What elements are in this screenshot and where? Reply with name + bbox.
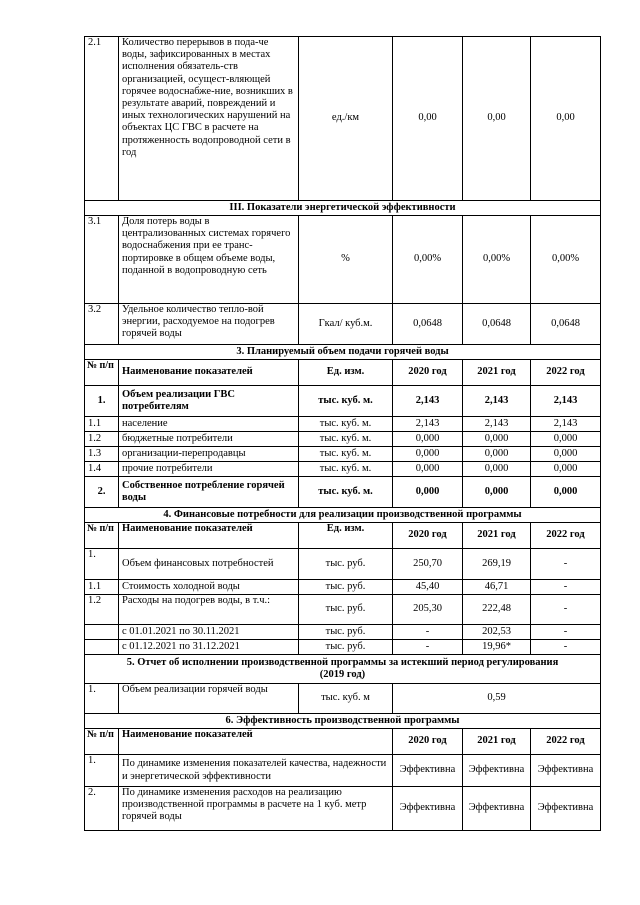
value-2022: 0,000 bbox=[531, 462, 601, 477]
value-2020: Эффективна bbox=[393, 755, 463, 787]
section-heading-row bbox=[85, 508, 601, 523]
header-row bbox=[85, 523, 601, 549]
value-2020: 205,30 bbox=[393, 595, 463, 625]
program-table bbox=[84, 36, 601, 831]
table-row bbox=[85, 386, 601, 417]
header-2020: 2020 год bbox=[393, 523, 463, 549]
value-2022: - bbox=[531, 595, 601, 625]
header-number: № п/п bbox=[85, 360, 119, 386]
finance-section-title: 4. Финансовые потребности для реализации производственной программы bbox=[85, 508, 601, 523]
row-number: 1. bbox=[85, 549, 119, 580]
header-2021: 2021 год bbox=[463, 360, 531, 386]
indicator-name: Стоимость холодной воды bbox=[119, 580, 299, 595]
indicator-name: бюджетные потребители bbox=[119, 432, 299, 447]
section-heading-row bbox=[85, 345, 601, 360]
value-2020: 250,70 bbox=[393, 549, 463, 580]
header-2022: 2022 год bbox=[531, 360, 601, 386]
value-2022: - bbox=[531, 580, 601, 595]
value-2022: 0,000 bbox=[531, 447, 601, 462]
value-2021: 0,000 bbox=[463, 462, 531, 477]
value-2021: 222,48 bbox=[463, 595, 531, 625]
value-2022: 0,000 bbox=[531, 477, 601, 508]
table-row bbox=[85, 304, 601, 345]
row-number: 1.2 bbox=[85, 595, 119, 625]
table-row bbox=[85, 549, 601, 580]
row-number: 1.1 bbox=[85, 417, 119, 432]
value-2021: 0,00% bbox=[463, 216, 531, 304]
section-heading-row bbox=[85, 655, 601, 684]
row-number: 1.4 bbox=[85, 462, 119, 477]
row-number: 1.1 bbox=[85, 580, 119, 595]
row-number: 2. bbox=[85, 787, 119, 831]
value-2021: 19,96* bbox=[463, 640, 531, 655]
row-number: 3.1 bbox=[85, 216, 119, 304]
value-2020: 0,0648 bbox=[393, 304, 463, 345]
value-2021: 0,000 bbox=[463, 432, 531, 447]
value-2020: 0,000 bbox=[393, 477, 463, 508]
table-row bbox=[85, 595, 601, 625]
table-row bbox=[85, 447, 601, 462]
header-2021: 2021 год bbox=[463, 523, 531, 549]
table-row bbox=[85, 462, 601, 477]
row-number: 2. bbox=[85, 477, 119, 508]
value-2021: Эффективна bbox=[463, 755, 531, 787]
report-section-title: 5. Отчет об исполнении производственной программы за истекший период регулирования (2019 год) bbox=[85, 655, 601, 684]
row-number: 1.3 bbox=[85, 447, 119, 462]
unit-cell: тыс. куб. м. bbox=[299, 432, 393, 447]
unit-cell: ед./км bbox=[299, 37, 393, 201]
header-2022: 2022 год bbox=[531, 729, 601, 755]
unit-cell: тыс. руб. bbox=[299, 625, 393, 640]
header-unit: Ед. изм. bbox=[299, 360, 393, 386]
table-row bbox=[85, 477, 601, 508]
row-number: 3.2 bbox=[85, 304, 119, 345]
header-row bbox=[85, 360, 601, 386]
value-2020: 45,40 bbox=[393, 580, 463, 595]
row-number: 2.1 bbox=[85, 37, 119, 201]
unit-cell: тыс. куб. м. bbox=[299, 386, 393, 417]
unit-cell: тыс. куб. м. bbox=[299, 417, 393, 432]
unit-cell: Гкал/ куб.м. bbox=[299, 304, 393, 345]
value-2020: 2,143 bbox=[393, 386, 463, 417]
indicator-name: Объем реализации горячей воды bbox=[119, 684, 299, 714]
row-number bbox=[85, 625, 119, 640]
value-2021: 2,143 bbox=[463, 386, 531, 417]
section-heading-row bbox=[85, 714, 601, 729]
value-2022: 0,00 bbox=[531, 37, 601, 201]
value-2021: 46,71 bbox=[463, 580, 531, 595]
indicator-name: По динамике изменения показателей качества, надежности и энергетической эффективности bbox=[119, 755, 393, 787]
value-2021: 202,53 bbox=[463, 625, 531, 640]
value-2022: Эффективна bbox=[531, 755, 601, 787]
value-2021: 0,000 bbox=[463, 447, 531, 462]
value-2020: 0,00% bbox=[393, 216, 463, 304]
efficiency-section-title: 6. Эффективность производственной программы bbox=[85, 714, 601, 729]
header-2020: 2020 год bbox=[393, 360, 463, 386]
unit-cell: тыс. куб. м bbox=[299, 684, 393, 714]
value-2022: 0,0648 bbox=[531, 304, 601, 345]
value-2021: 0,0648 bbox=[463, 304, 531, 345]
unit-cell: % bbox=[299, 216, 393, 304]
report-value: 0,59 bbox=[393, 684, 601, 714]
value-2022: - bbox=[531, 549, 601, 580]
row-number bbox=[85, 640, 119, 655]
header-2020: 2020 год bbox=[393, 729, 463, 755]
header-2022: 2022 год bbox=[531, 523, 601, 549]
value-2020: - bbox=[393, 640, 463, 655]
unit-cell: тыс. куб. м. bbox=[299, 462, 393, 477]
section-heading-row bbox=[85, 201, 601, 216]
indicator-name: с 01.12.2021 по 31.12.2021 bbox=[119, 640, 299, 655]
indicator-name: Собственное потребление горячей воды bbox=[119, 477, 299, 508]
unit-cell: тыс. куб. м. bbox=[299, 477, 393, 508]
value-2022: 2,143 bbox=[531, 386, 601, 417]
table-row bbox=[85, 580, 601, 595]
value-2022: - bbox=[531, 640, 601, 655]
header-name: Наименование показателей bbox=[119, 729, 393, 755]
header-number: № п/п bbox=[85, 729, 119, 755]
value-2020: 0,000 bbox=[393, 447, 463, 462]
value-2022: - bbox=[531, 625, 601, 640]
header-2021: 2021 год bbox=[463, 729, 531, 755]
unit-cell: тыс. руб. bbox=[299, 640, 393, 655]
row-number: 1. bbox=[85, 684, 119, 714]
value-2020: 0,000 bbox=[393, 462, 463, 477]
unit-cell: тыс. руб. bbox=[299, 595, 393, 625]
header-name: Наименование показателей bbox=[119, 523, 299, 549]
value-2021: 0,00 bbox=[463, 37, 531, 201]
indicator-name: Удельное количество тепло-вой энергии, расходуемое на подогрев горячей воды bbox=[119, 304, 299, 345]
row-number: 1.2 bbox=[85, 432, 119, 447]
value-2021: 2,143 bbox=[463, 417, 531, 432]
indicator-name: Объем финансовых потребностей bbox=[119, 549, 299, 580]
table-row bbox=[85, 417, 601, 432]
value-2020: 0,00 bbox=[393, 37, 463, 201]
indicator-name: население bbox=[119, 417, 299, 432]
indicator-name: прочие потребители bbox=[119, 462, 299, 477]
indicator-name: Расходы на подогрев воды, в т.ч.: bbox=[119, 595, 299, 625]
row-number: 1. bbox=[85, 386, 119, 417]
header-row bbox=[85, 729, 601, 755]
value-2021: 269,19 bbox=[463, 549, 531, 580]
value-2020: - bbox=[393, 625, 463, 640]
indicator-name: Объем реализации ГВС потребителям bbox=[119, 386, 299, 417]
table-row bbox=[85, 755, 601, 787]
indicator-name: По динамике изменения расходов на реализацию производственной программы в расчете на 1 куб. метр горячей воды bbox=[119, 787, 393, 831]
header-number: № п/п bbox=[85, 523, 119, 549]
indicator-name: организации-перепродавцы bbox=[119, 447, 299, 462]
header-name: Наименование показателей bbox=[119, 360, 299, 386]
unit-cell: тыс. руб. bbox=[299, 580, 393, 595]
indicator-name: с 01.01.2021 по 30.11.2021 bbox=[119, 625, 299, 640]
table-row bbox=[85, 37, 601, 201]
section-iii-title: III. Показатели энергетической эффективности bbox=[85, 201, 601, 216]
value-2021: Эффективна bbox=[463, 787, 531, 831]
table-row bbox=[85, 684, 601, 714]
table-row bbox=[85, 787, 601, 831]
value-2020: 0,000 bbox=[393, 432, 463, 447]
header-unit: Ед. изм. bbox=[299, 523, 393, 549]
unit-cell: тыс. куб. м. bbox=[299, 447, 393, 462]
value-2022: 0,000 bbox=[531, 432, 601, 447]
indicator-name: Количество перерывов в пода-че воды, зафиксированных в местах исполнения обязатель-ств организацией, осущест-вляющей горячее водоснабже-ние, возникших в результате аварий, повреждений и иных технологических нарушений на объектах ЦС ГВС в расчете на протяженность водопроводной сети в год bbox=[119, 37, 299, 201]
indicator-name: Доля потерь воды в централизованных системах горячего водоснабжения при ее транс-портировке в общем объеме воды, поданной в водопроводную сеть bbox=[119, 216, 299, 304]
unit-cell: тыс. руб. bbox=[299, 549, 393, 580]
table-row bbox=[85, 432, 601, 447]
value-2022: 0,00% bbox=[531, 216, 601, 304]
value-2021: 0,000 bbox=[463, 477, 531, 508]
row-number: 1. bbox=[85, 755, 119, 787]
supply-section-title: 3. Планируемый объем подачи горячей воды bbox=[85, 345, 601, 360]
value-2020: 2,143 bbox=[393, 417, 463, 432]
value-2022: 2,143 bbox=[531, 417, 601, 432]
value-2022: Эффективна bbox=[531, 787, 601, 831]
document-page bbox=[84, 36, 600, 831]
table-row bbox=[85, 640, 601, 655]
table-row bbox=[85, 625, 601, 640]
table-row bbox=[85, 216, 601, 304]
value-2020: Эффективна bbox=[393, 787, 463, 831]
